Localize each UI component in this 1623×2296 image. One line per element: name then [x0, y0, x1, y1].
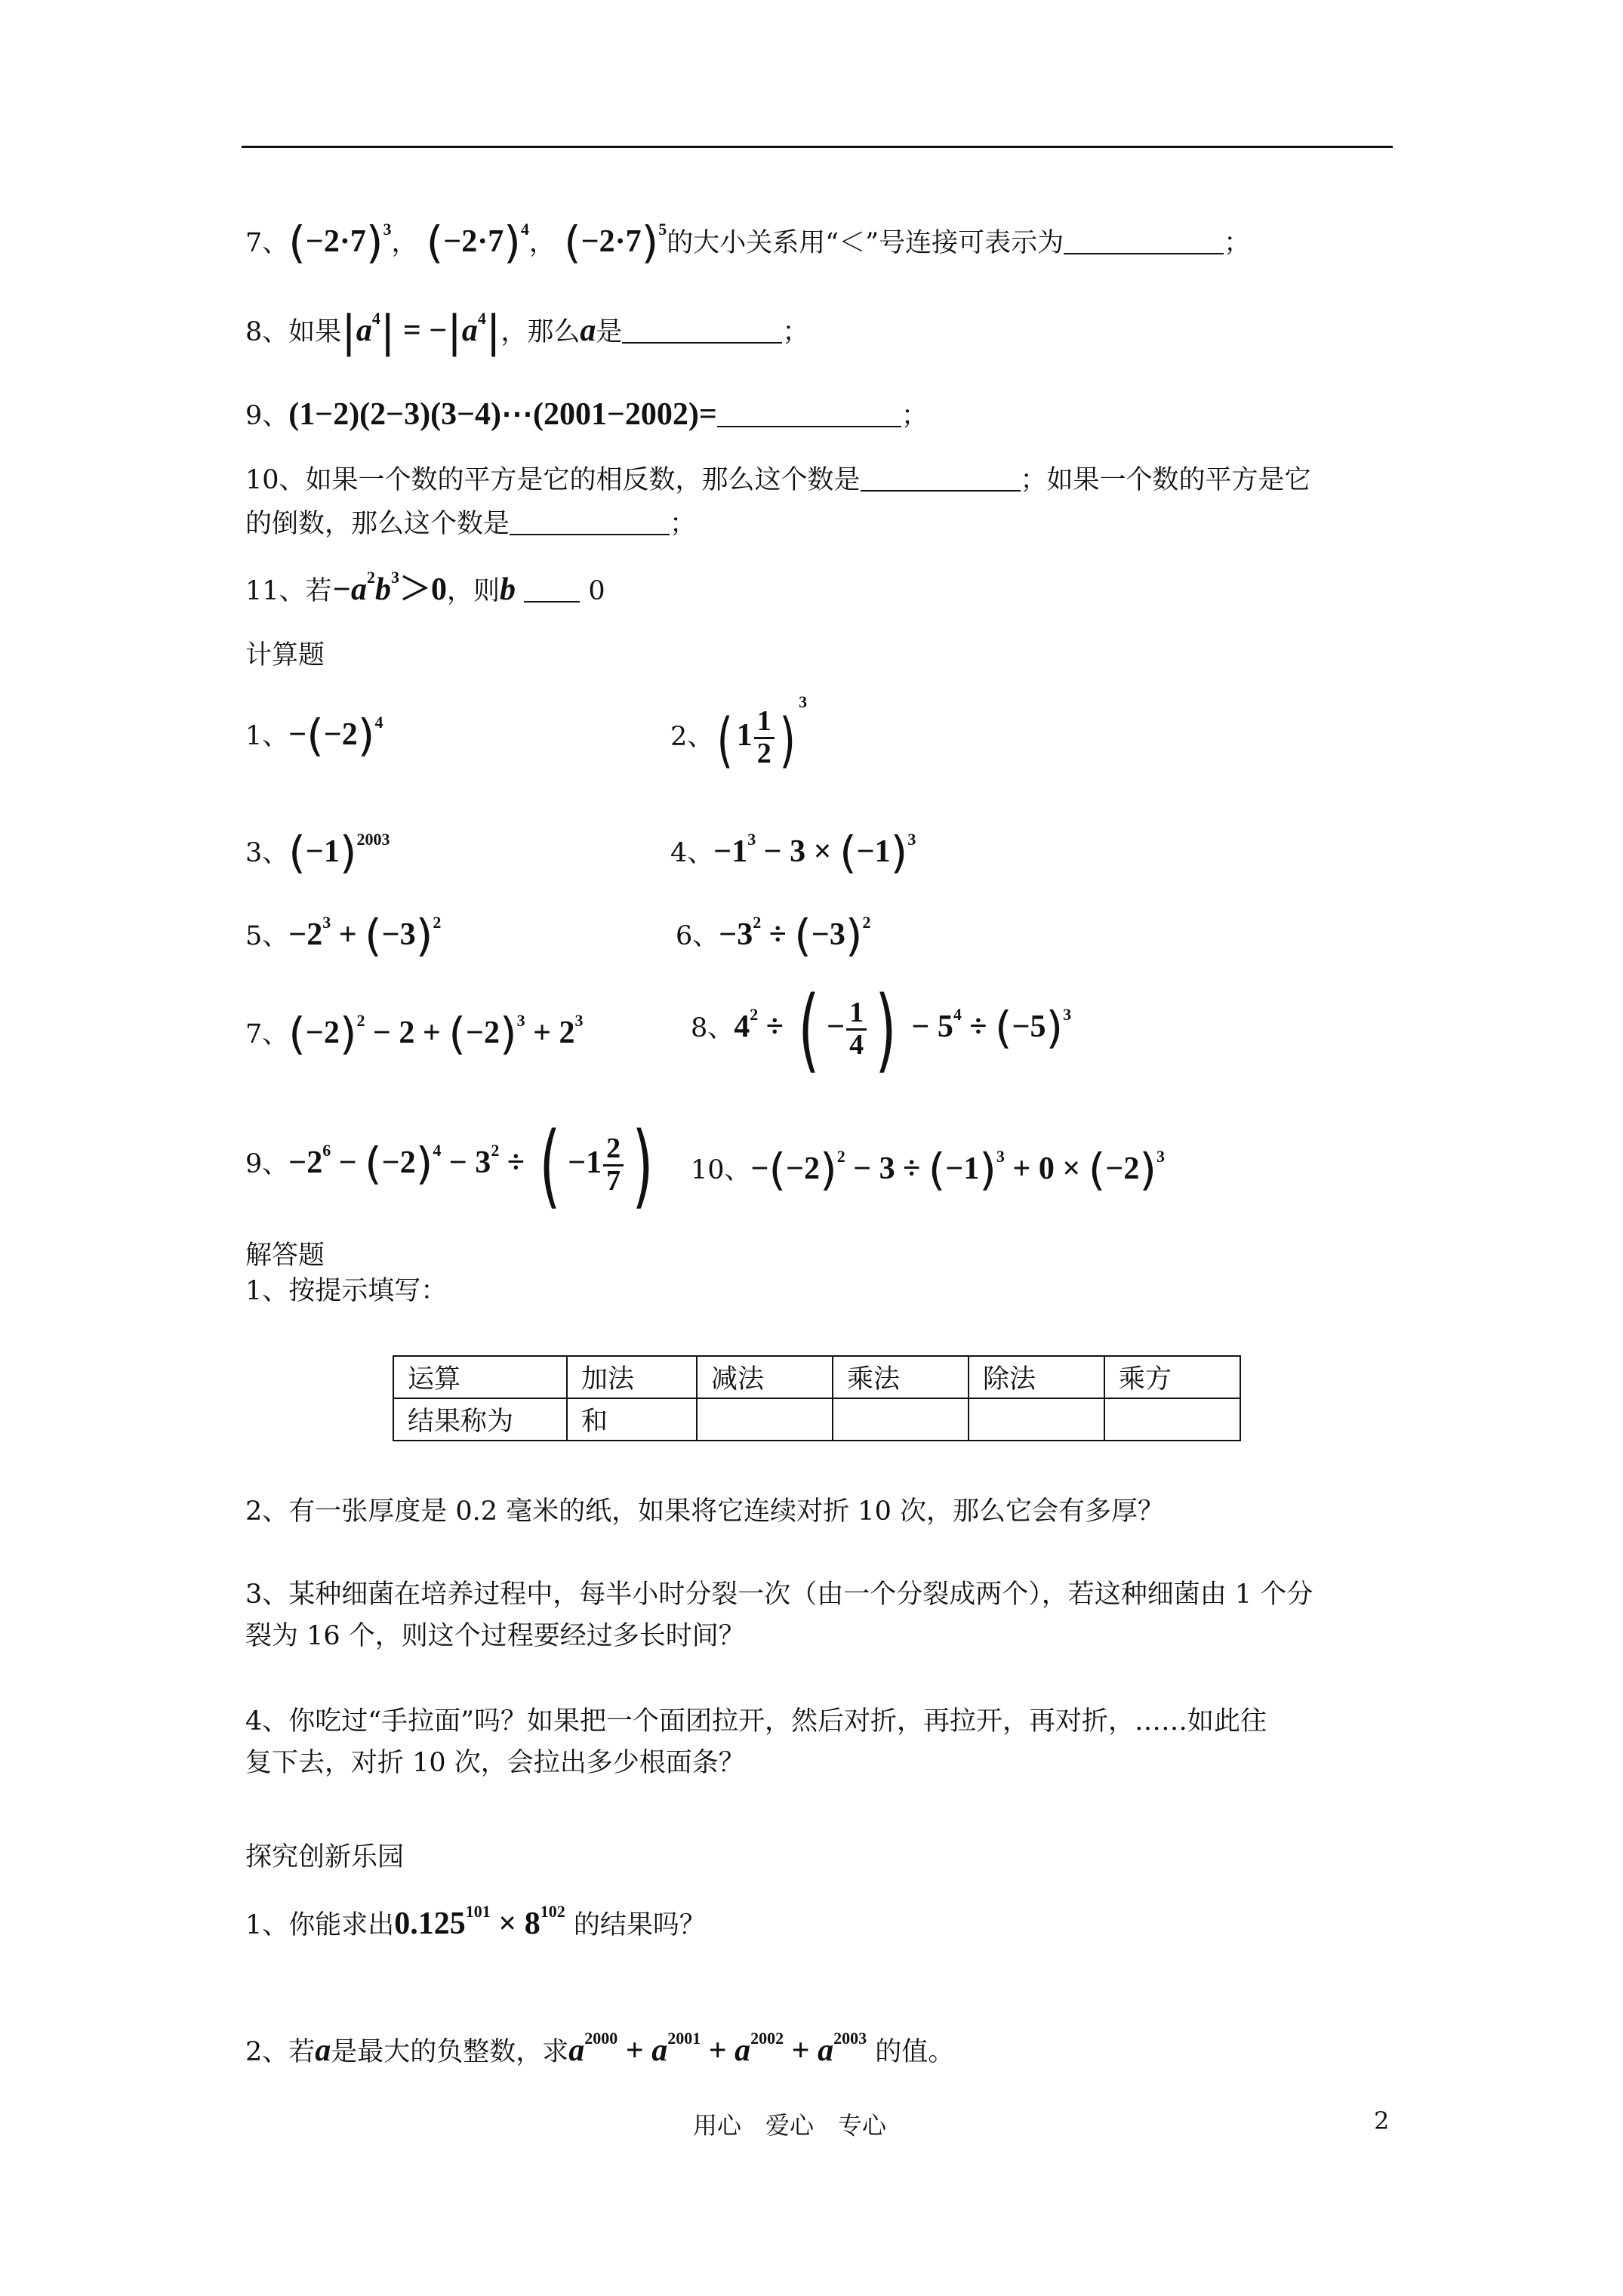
- answer-blank[interactable]: [861, 466, 1021, 492]
- calc-3: 3、$(-1)^{2003}$: [245, 827, 390, 878]
- page-number: 2: [1374, 2106, 1390, 2135]
- answer-4-line-1: 4、你吃过“手拉面”吗？如果把一个面团拉开，然后对折，再拉开，再对折，……如此往: [245, 1706, 1267, 1737]
- calc-8: 8、$4^2$ ÷ ( − $\frac{1}{4}$ ) − $5^4 \div (-5)^3$: [691, 978, 1072, 1083]
- answer-3-line-2: 裂为 16 个，则这个过程要经过多长时间？: [245, 1621, 745, 1651]
- operations-table: [393, 1355, 1241, 1441]
- calc-2: 2、( 1 $\frac{1}{2}$ )$^3$: [670, 692, 808, 775]
- answer-blank[interactable]: [717, 402, 901, 427]
- calc-5: 5、$-2^3 + (-3)^2$: [245, 910, 442, 961]
- answer-blank[interactable]: [622, 318, 782, 344]
- calc-1: 1、$-(-2)^4$: [245, 710, 383, 761]
- explore-1: 1、你能求出$0.125^{101} \times 8^{102}$ 的结果吗？: [245, 1902, 706, 1941]
- question-9: 9、(1−2)(2−3)(3−4)⋯(2001−2002)= ；: [245, 397, 928, 432]
- calc-4: 4、$-1^3 - 3 \times (-1)^3$: [670, 827, 916, 878]
- calc-7: 7、$(-2)^2 - 2 + (-2)^3 + 2^3$: [245, 1008, 584, 1059]
- question-10-line-1: 10、如果一个数的平方是它的相反数，那么这个数是 ；如果一个数的平方是它: [245, 465, 1311, 495]
- answer-3-line-1: 3、某种细菌在培养过程中，每半小时分裂一次（由一个分裂成两个），若这种细菌由 1 个分: [245, 1579, 1313, 1610]
- calc-9: 9、$-2^6 - (-2)^4 - 3^2$ ÷ ( −1 $\frac{2}{7}$ ): [245, 1114, 654, 1219]
- calc-10: 10、$-(-2)^2 - 3 \div (-1)^3 + 0 \times (-2)^3$: [691, 1144, 1165, 1195]
- table-cell-answer[interactable]: [697, 1398, 833, 1441]
- header-rule: [242, 146, 1393, 148]
- question-7: 7、$(-2\cdot 7)^3$， $(-2\cdot 7)^4$， $(-2\cdot 7)^5$的大小关系用“＜”号连接可表示为 ；: [245, 217, 1251, 268]
- answer-4-line-2: 复下去，对折 10 次，会拉出多少根面条？: [245, 1748, 745, 1778]
- table-cell-answer[interactable]: [969, 1398, 1104, 1441]
- section-heading-answer: 解答题: [245, 1240, 325, 1271]
- question-8: 8、如果$|a^4| = -|a^4|$，那么a是 ；: [245, 306, 809, 357]
- answer-blank[interactable]: [510, 510, 670, 535]
- calc-6: 6、$-3^2 \div (-3)^2$: [676, 910, 871, 961]
- table-row: 运算 加法 减法 乘法 除法 乘方: [393, 1356, 1240, 1398]
- section-heading-calc: 计算题: [245, 640, 325, 670]
- question-11: 11、若$-a^2b^3>0$，则b 0: [245, 568, 605, 607]
- section-heading-explore: 探究创新乐园: [245, 1842, 405, 1872]
- answer-blank[interactable]: [524, 577, 580, 603]
- table-cell-answer[interactable]: [1104, 1398, 1240, 1441]
- explore-2: 2、若a是最大的负整数，求$a^{2000} + a^{2001} + a^{2002} + a^{2003}$ 的值。: [245, 2029, 955, 2068]
- answer-2: 2、有一张厚度是 0.2 毫米的纸，如果将它连续对折 10 次，那么它会有多厚？: [245, 1496, 1164, 1527]
- answer-1: 1、按提示填写：: [245, 1276, 448, 1306]
- table-cell-answer[interactable]: [833, 1398, 969, 1441]
- question-10-line-2: 的倒数，那么这个数是 ；: [245, 509, 697, 539]
- footer-slogan: 用心 爱心 专心: [693, 2111, 887, 2140]
- answer-blank[interactable]: [1064, 229, 1224, 254]
- table-row: 结果称为 和: [393, 1398, 1240, 1441]
